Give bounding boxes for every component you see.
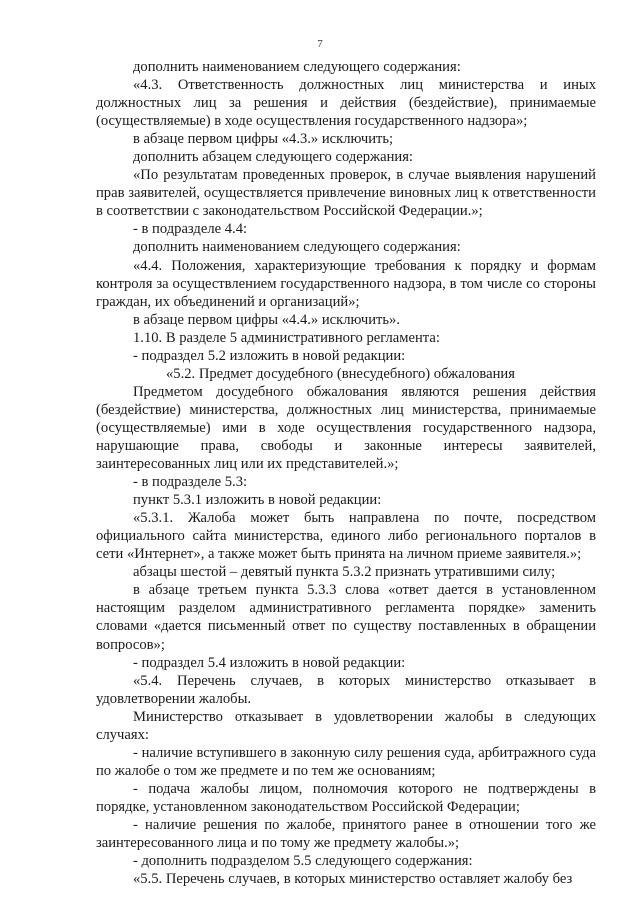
paragraph: - в подразделе 5.3: [133, 474, 248, 491]
paragraph: - наличие решения по жалобе, принятого ранее в отношении того же заинтересованного лица и по тому же предмету жалобы.»; [96, 816, 596, 852]
paragraph: - подача жалобы лицом, полномочия которого не подтверждены в порядке, установленном законодательством Российской Федерации; [96, 780, 596, 815]
paragraph: «5.5. Перечень случаев, в которых министерство оставляет жалобу без [133, 871, 573, 888]
paragraph: дополнить наименованием следующего содержания: [133, 239, 461, 256]
paragraph: абзацы шестой – девятый пункта 5.3.2 признать утратившими силу; [133, 564, 556, 581]
paragraph: в абзаце первом цифры «4.4.» исключить». [133, 311, 400, 328]
paragraph: Предметом досудебного обжалования являются решения действия (бездействие) министерства, должностных лиц министерства, принимаемые (осуществляемые) ими в ходе осуществления государственного надзора, нарушающие права, свободы и законные интересы заявителей, заинтересованных лиц или их представителей.»; [96, 383, 596, 473]
paragraph: в абзаце третьем пункта 5.3.3 слова «ответ дается в установленном настоящим разделом административного регламента порядке» заменить словами «дается письменный ответ по существу поставленных в обращении вопросов»; [96, 582, 596, 653]
paragraph: дополнить наименованием следующего содержания: [133, 59, 461, 75]
subsection-heading: «5.2. Предмет досудебного (внесудебного) обжалования [166, 365, 515, 382]
paragraph: 1.10. В разделе 5 административного регламента: [133, 329, 440, 346]
paragraph: «По результатам проведенных проверок, в случае выявления нарушений прав заявителей, осуществляется привлечение виновных лиц к ответственности в соответствии с законодательством Российской Федерации.»; [96, 167, 596, 220]
paragraph: - наличие вступившего в законную силу решения суда, арбитражного суда по жалобе о том же предмете и по тем же основаниям; [96, 744, 596, 779]
paragraph: - подраздел 5.4 изложить в новой редакции: [133, 654, 406, 671]
paragraph: «4.3. Ответственность должностных лиц министерства и иных должностных лиц за решения и действия (бездействие), принимаемые (осуществляемые) в ходе осуществления государственного надзора»; [96, 77, 596, 130]
paragraph: в абзаце первом цифры «4.3.» исключить; [133, 131, 394, 148]
paragraph: Министерство отказывает в удовлетворении жалобы в следующих случаях: [96, 708, 596, 743]
document-body [96, 58, 596, 888]
paragraph: пункт 5.3.1 изложить в новой редакции: [133, 492, 382, 509]
paragraph: «4.4. Положения, характеризующие требования к порядку и формам контроля за осуществлением государственного надзора, в том числе со стороны граждан, их объединений и организаций»; [96, 257, 596, 310]
paragraph: «5.3.1. Жалоба может быть направлена по почте, посредством официального сайта министерства, единого либо регионального порталов в сети «Интернет», а также может быть принята на личном приеме заявителя.»; [96, 510, 596, 563]
paragraph: - подраздел 5.2 изложить в новой редакции: [133, 347, 406, 364]
paragraph: дополнить абзацем следующего содержания: [133, 149, 413, 166]
paragraph: - в подразделе 4.4: [133, 221, 248, 238]
page-number: 7 [317, 38, 323, 50]
paragraph: «5.4. Перечень случаев, в которых министерство отказывает в удовлетворении жалобы. [96, 672, 596, 707]
paragraph: - дополнить подразделом 5.5 следующего содержания: [133, 853, 473, 870]
